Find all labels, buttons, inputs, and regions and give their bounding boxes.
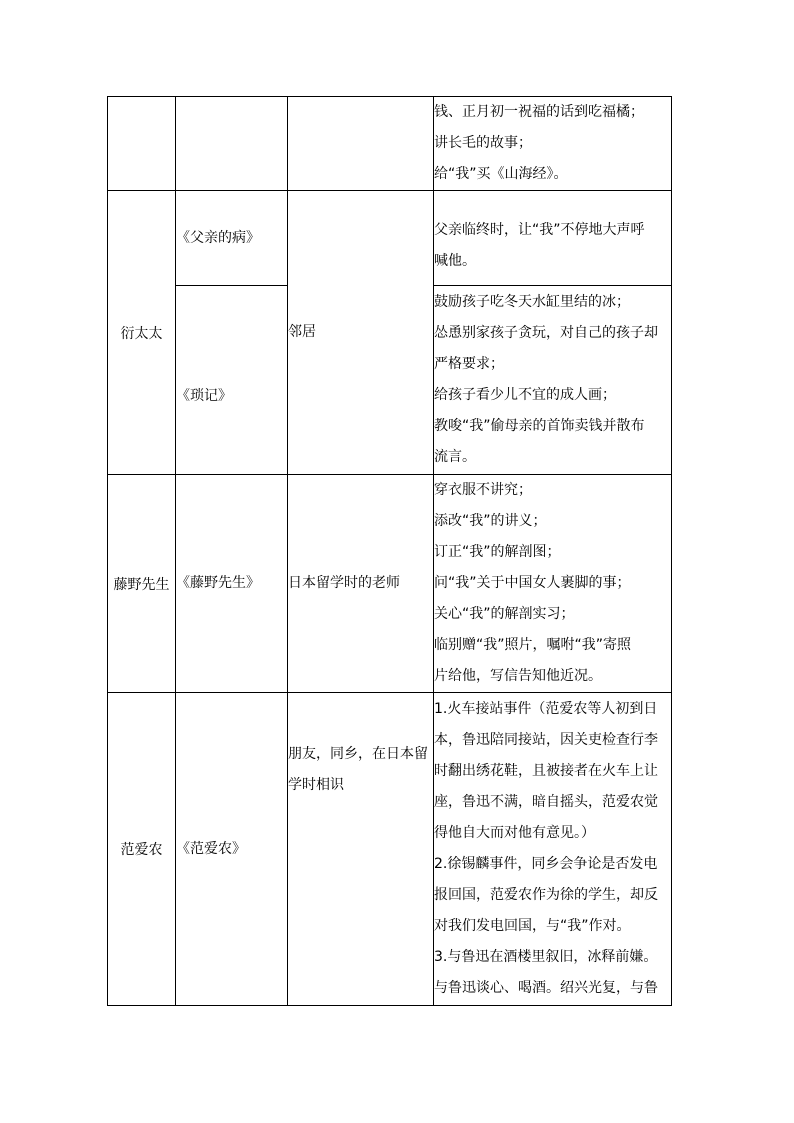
- work-title-cell: [176, 97, 288, 191]
- table-row: [108, 475, 672, 693]
- event-line: 教唆“我”偷母亲的首饰卖钱并散布: [434, 418, 645, 434]
- event-line: 报回国，范爱农作为徐的学生，却反: [434, 887, 658, 903]
- relation-cell: [288, 191, 434, 475]
- character-name-cell: 衍太太: [108, 191, 176, 475]
- table-row: [108, 97, 672, 191]
- work-title-cell: 《父亲的病》: [176, 191, 288, 286]
- events-cell: [434, 693, 672, 1006]
- event-line: 父亲临终时，让“我”不停地大声呼: [434, 222, 645, 238]
- events-cell: [434, 286, 672, 475]
- event-line: 订正“我”的解剖图；: [434, 544, 561, 560]
- event-line: 严格要求；: [434, 356, 504, 372]
- event-line: 流言。: [434, 449, 476, 465]
- event-line: 给孩子看少儿不宜的成人画；: [434, 387, 616, 403]
- relation-cell: [288, 475, 434, 693]
- event-line: 对我们发电回国，与“我”作对。: [434, 918, 631, 934]
- character-table: [107, 96, 672, 1006]
- events-cell: [434, 97, 672, 191]
- event-line: 鼓励孩子吃冬天水缸里结的冰；: [434, 294, 630, 310]
- work-title-cell: 《琐记》: [176, 286, 288, 475]
- relation-line: 日本留学时的老师: [288, 575, 400, 591]
- character-name-cell: [108, 97, 176, 191]
- work-title-cell: 《藤野先生》: [176, 475, 288, 693]
- event-line: 2.徐锡麟事件，同乡会争论是否发电: [434, 856, 658, 872]
- event-line: 讲长毛的故事；: [434, 135, 532, 151]
- event-line: 问“我”关于中国女人裹脚的事；: [434, 575, 631, 591]
- table-row: [108, 693, 672, 1006]
- event-line: 临别赠“我”照片，嘱咐“我”寄照: [434, 637, 632, 653]
- event-line: 时翻出绣花鞋，且被接者在火车上让: [434, 763, 658, 779]
- character-name-cell: 藤野先生: [108, 475, 176, 693]
- event-line: 喊他。: [434, 253, 476, 269]
- events-cell: [434, 475, 672, 693]
- relation-line: 朋友，同乡，在日本留: [288, 746, 428, 762]
- event-line: 给“我”买《山海经》。: [434, 166, 568, 182]
- event-line: 添改“我”的讲义；: [434, 513, 547, 529]
- event-line: 座，鲁迅不满，暗自摇头，范爱农觉: [434, 794, 658, 810]
- event-line: 得他自大而对他有意见。）: [434, 825, 595, 841]
- event-line: 1.火车接站事件（范爱农等人初到日: [434, 701, 658, 717]
- event-line: 片给他，写信告知他近况。: [434, 668, 602, 684]
- relation-cell: [288, 97, 434, 191]
- event-line: 与鲁迅谈心、喝酒。绍兴光复，与鲁: [434, 980, 658, 996]
- work-title-cell: 《范爱农》: [176, 693, 288, 1006]
- relation-line: 邻居: [288, 324, 316, 340]
- character-name-cell: 范爱农: [108, 693, 176, 1006]
- events-cell: [434, 191, 672, 286]
- event-line: 钱、正月初一祝福的话到吃福橘；: [434, 104, 644, 120]
- event-line: 本，鲁迅陪同接站，因关吏检查行李: [434, 732, 658, 748]
- relation-cell: [288, 693, 434, 1006]
- event-line: 穿衣服不讲究；: [434, 482, 532, 498]
- table-row: [108, 191, 672, 286]
- event-line: 3.与鲁迅在酒楼里叙旧，冰释前嫌。: [434, 949, 658, 965]
- event-line: 怂恿别家孩子贪玩，对自己的孩子却: [434, 325, 658, 341]
- event-line: 关心“我”的解剖实习；: [434, 606, 575, 622]
- relation-line: 学时相识: [288, 777, 344, 793]
